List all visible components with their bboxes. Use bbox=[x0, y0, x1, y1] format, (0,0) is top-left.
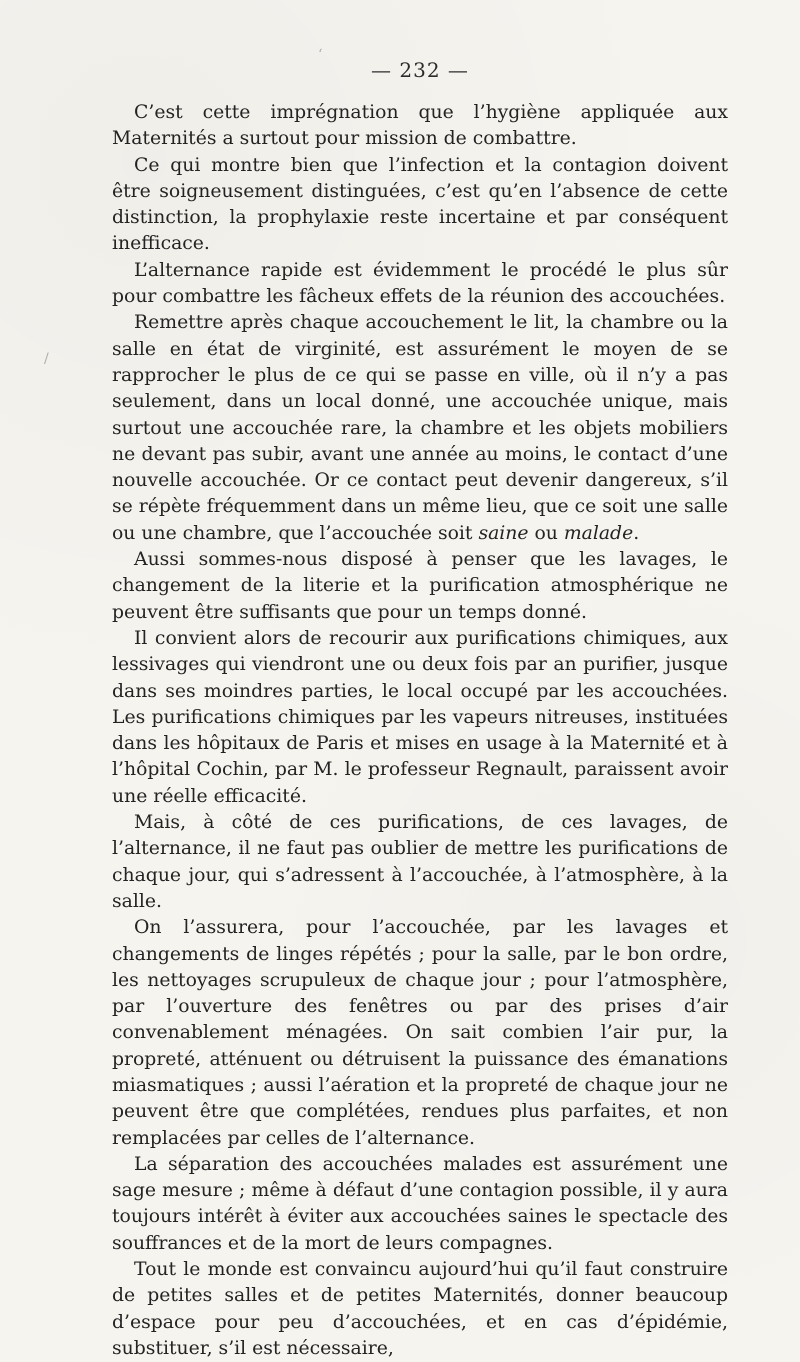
paragraph-4-text: Remettre après chaque accouchement le lit, la chambre ou la salle en état de virginité, est assurément le moyen de se rapprocher le plus de ce qui se passe en ville, où il n’y a pas seulement, dans un local donné, une accouchée unique, mais surtout une accouchée rare, la chambre et les objets mobiliers ne devant pas subir, avant une année au moins, le contact d’une nouvelle accouchée. Or ce contact peut devenir dangereux, s’il se répète fréquemment dans un même lieu, que ce soit une salle ou une chambre, que l’accouchée soit bbox=[112, 312, 728, 544]
paragraph-2: Ce qui montre bien que l’infection et la contagion doivent être soigneusement distinguées, c’est qu’en l’absence de cette distinction, la prophylaxie reste incertaine et par conséquent inefficace. bbox=[112, 154, 728, 255]
paragraph-4-middle: ou bbox=[528, 522, 564, 544]
paragraph-9: La séparation des accouchées malades est assurément une sage mesure ; même à défaut d’une contagion possible, il y aura toujours intérêt à éviter aux accouchées saines le spectacle des souffrances et de la mort de leurs compagnes. bbox=[112, 1153, 728, 1254]
page-number: — 232 — bbox=[371, 58, 469, 82]
paragraph-4 bbox=[112, 310, 728, 547]
paragraph-5: Aussi sommes-nous disposé à penser que les lavages, le changement de la literie et la purification atmosphérique ne peuvent être suffisants que pour un temps donné. bbox=[112, 549, 728, 623]
emphasis-malade: malade bbox=[563, 522, 634, 544]
stray-mark: / bbox=[44, 351, 49, 367]
paragraph-7: Mais, à côté de ces purifications, de ces lavages, de l’alternance, il ne faut pas oublier de mettre les purifications de chaque jour, qui s’adressent à l’accouchée, à l’atmosphère, à la salle. bbox=[112, 812, 728, 912]
paragraph-10: Tout le monde est convaincu aujourd’hui qu’il faut construire de petites salles et de petites Maternités, donner beaucoup d’espace pour peu d’accouchées, et en cas d’épidémie, substituer, s’il est nécessaire, bbox=[112, 1259, 728, 1359]
paragraph-3: L’alternance rapide est évidemment le procédé le plus sûr pour combattre les fâcheux effets de la réunion des accouchées. bbox=[112, 259, 728, 308]
paragraph-6: Il convient alors de recourir aux purifications chimiques, aux lessivages qui viendront une ou deux fois par an purifier, jusque dans ses moindres parties, le local occupé par les accouchées. Les purifications chimiques par les vapeurs nitreuses, instituées dans les hôpitaux de Paris et mises en usage à la Maternité et à l’hôpital Cochin, par M. le professeur Regnault, paraissent avoir une réelle efficacité. bbox=[112, 627, 728, 807]
emphasis-saine: saine bbox=[478, 522, 529, 544]
paragraph-4-end: . bbox=[633, 522, 640, 544]
paragraph-8: On l’assurera, pour l’accouchée, par les lavages et changements de linges répétés ; pour la salle, par le bon ordre, les nettoyages scrupuleux de chaque jour ; pour l’atmosphère, par l’ouverture des fenêtres ou par des prises d’air convenablement ménagées. On sait combien l’air pur, la propreté, atténuent ou détruisent la puissance des émanations miasmatiques ; aussi l’aération et la propreté de chaque jour ne peuvent être que complétées, rendues plus parfaites, et non remplacées par celles de l’alternance. bbox=[112, 917, 728, 1149]
paragraph-1: C’est cette imprégnation que l’hygiène appliquée aux Maternités a surtout pour mission de combattre. bbox=[112, 102, 728, 150]
stray-mark: ‘ bbox=[318, 47, 323, 63]
